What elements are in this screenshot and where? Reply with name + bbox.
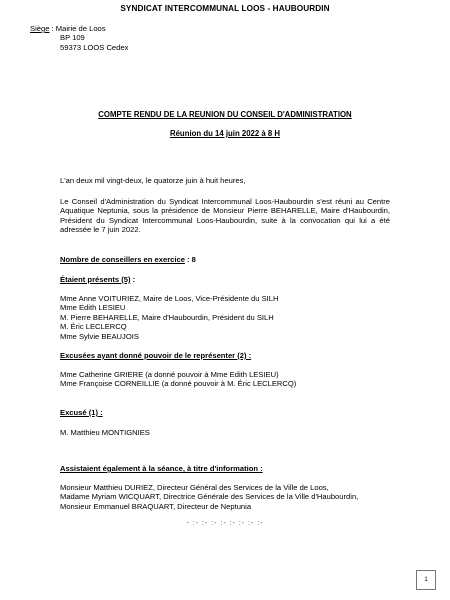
- intro-line: L'an deux mil vingt-deux, le quatorze juin à huit heures,: [60, 176, 246, 185]
- meeting-date: Réunion du 14 juin 2022 à 8 H: [169, 129, 281, 138]
- councillors-value: : 8: [184, 255, 196, 264]
- councillors-label: Nombre de conseillers en exercice: [60, 255, 185, 264]
- headquarters-label: Siège: [30, 24, 50, 33]
- list-item: Mme Catherine GRIERE (a donné pouvoir à Mme Edith LESIEU): [60, 370, 279, 379]
- list-item: M. Pierre BEHARELLE, Maire d'Haubourdin, Président du SILH: [60, 312, 274, 322]
- attendees-heading-text: Assistaient également à la séance, à titre d'information :: [60, 464, 263, 473]
- list-item: Mme Edith LESIEU: [60, 303, 126, 313]
- intro-paragraph: Le Conseil d'Administration du Syndicat Intercommunal Loos-Haubourdin s'est réuni au Centre Aquatique Neptunia, sous la présidence de Monsieur Pierre BEHARELLE, Maire d'Haubourdin, Président du Syndicat Intercommunal Loos-Haubourdin, suite à la convocation qui lui a été adressée le 7 juin 2022.: [60, 197, 390, 235]
- address-line-1: [30, 24, 128, 33]
- headquarters-address: [30, 24, 128, 52]
- present-heading-text: Étaient présents (5): [60, 275, 131, 284]
- page-number: 1: [416, 570, 436, 590]
- list-item: Mme Françoise CORNEILLIE (a donné pouvoir à M. Éric LECLERCQ): [60, 379, 297, 389]
- attendees-list: [60, 483, 400, 511]
- list-item: Mme Sylvie BEAUJOIS: [60, 331, 139, 341]
- councillors-count: [60, 255, 196, 264]
- excused-heading-text: Excusé (1) :: [60, 408, 103, 417]
- present-heading: [60, 275, 135, 284]
- address-line-2: BP 109: [60, 33, 85, 43]
- list-item: M. Matthieu MONTIGNIES: [60, 428, 150, 437]
- excused-proxy-heading: [60, 351, 251, 360]
- excused-heading: [60, 408, 103, 417]
- excused-proxy-list: [60, 370, 400, 389]
- address-mairie: : Mairie de Loos: [49, 24, 106, 33]
- attendees-heading: [60, 464, 263, 473]
- excused-proxy-heading-text: Excusées ayant donné pouvoir de le représenter (2) :: [60, 351, 252, 360]
- list-item: Monsieur Matthieu DURIEZ, Directeur Général des Services de la Ville de Loos,: [60, 483, 329, 492]
- list-item: Monsieur Emmanuel BRAQUART, Directeur de Neptunia: [60, 501, 252, 511]
- document-title: COMPTE RENDU DE LA REUNION DU CONSEIL D'ADMINISTRATION: [98, 110, 352, 119]
- present-heading-suffix: :: [130, 275, 136, 284]
- list-item: Madame Myriam WICQUART, Directrice Générale des Services de la Ville d'Haubourdin,: [60, 492, 359, 502]
- list-item: Mme Anne VOITURIEZ, Maire de Loos, Vice-Présidente du SILH: [60, 294, 279, 303]
- address-line-3: 59373 LOOS Cedex: [60, 42, 129, 52]
- list-item: M. Éric LECLERCQ: [60, 322, 127, 332]
- excused-list: [60, 428, 400, 437]
- section-separator: - :- :- :- :- :- :- :- :-: [186, 520, 264, 527]
- present-list: [60, 294, 400, 341]
- organization-title: SYNDICAT INTERCOMMUNAL LOOS - HAUBOURDIN: [120, 4, 330, 13]
